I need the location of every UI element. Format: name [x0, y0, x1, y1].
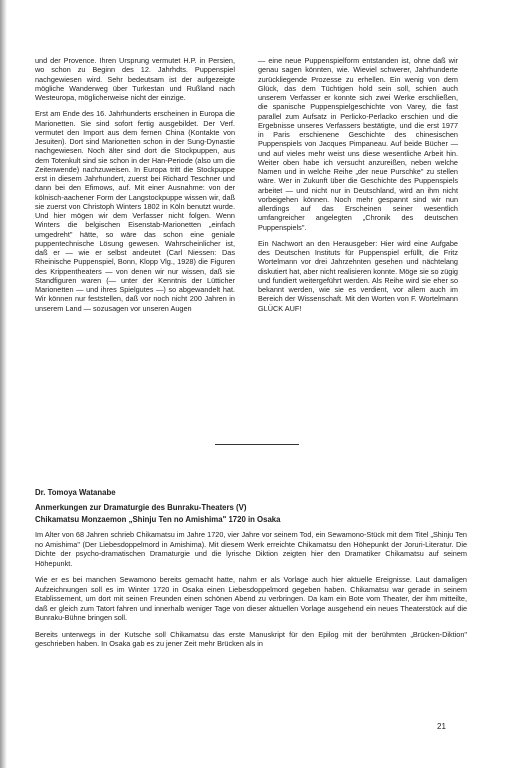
left-paragraph-2: Erst am Ende des 16. Jahrhunderts erscheinen in Europa die Marionetten. Sie sind sofort fertig ausgebildet. Der Verf. vermutet den Import aus dem fernen China (Kontakte von Jesuiten). Dort sind Marionetten schon in der Sung-Dynastie nachgewiesen. Noch älter sind dort die Stockpuppen, aus dem Totenkult sind sie schon in der Han-Periode (also um die Zeitenwende) nachzuweisen. In Europa tritt die Stockpuppe erst in diesem Jahrhundert, zuerst bei Richard Teschner und dann bei den Efimows, auf. Mit einer Ausnahme: von der kölnisch-aachener Form der Langstockpuppe wissen wir, daß sie zuerst von Christoph Winters 1802 in Köln benutzt wurde. Und hier mögen wir dem Verfasser nicht folgen. Wenn Winters die belgischen Eisenstab-Marionetten „einfach umgedreht" hätte, so wäre das schon eine geniale puppentechnische Lösung gewesen. Wahrscheinlicher ist, daß er — wie er selbst andeutet (Carl Niessen: Das Rheinische Puppenspiel, Bonn, Klopp Vlg., 1928) die Figuren des Krippentheaters — von denen wir nur wissen, daß sie Standfiguren waren (— unter der Kenntnis der Lütticher Marionetten — und ihres Spielgutes —) so abgewandelt hat. Wir können nur feststellen, daß vor noch nicht 200 Jahren in unserem Land — sozusagen vor unseren Augen	[35, 109, 235, 313]
left-paragraph-1: und der Provence. Ihren Ursprung vermutet H.P. in Persien, wo schon zu Beginn des 12. Jahrhdts. Puppenspiel nachgewiesen wird. Sehr bedeutsam ist der aufgezeigte mögliche Wanderweg über Turkestan und Rußland nach Westeuropa, möglicherweise nicht der einzige.	[35, 56, 235, 102]
page-number: 21	[437, 722, 446, 731]
page-edge-shadow	[0, 0, 7, 768]
right-paragraph-2: Ein Nachwort an den Herausgeber: Hier wird eine Aufgabe des Deutschen Instituts für Puppenspiel erfüllt, die Fritz Wortelmann vor drei Jahrzehnten gesehen und nächtelang diskutiert hat, aber nicht realisieren konnte. Möge sie so zügig und fundiert weitergeführt werden. Als Reihe wird sie eher so bekannt werden, wie sie es verdient, vor allem auch im Bereich der Wissenschaft. Mit den Worten von F. Wortelmann GLÜCK AUF!	[258, 238, 458, 313]
right-paragraph-1: — eine neue Puppenspielform entstanden ist, ohne daß wir genau sagen könnten, wie. Wieviel schwerer, Jahrhunderte zurückliegende Prozesse zu erhellen. Ein wenig von dem Glück, das dem Tüchtigen hold sein soll, schien auch unserem Verfasser er konnte sich zwei Werke erschließen, die spanische Puppenspielgeschichte von Varey, die fast parallel zum Aufsatz in Perlicko-Perlacko erschien und die Ergebnisse unseres Verfassers bestätigte, und die erst 1977 in Paris erschienene Geschichte des chinesischen Puppenspiels von Jacques Pimpaneau. Auf beide Bücher — und auf vieles mehr weist uns diese wesentliche Arbeit hin. Weiter oben habe ich versucht anzureißen, neben welche Namen und in welche Reihe „der neue Purschke" zu stellen wäre. Wer in Zukunft über die Geschichte des Puppenspiels arbeitet — und nicht nur in Deutschland, wird an ihm nicht vorbeigehen können. Noch mehr gespannt sind wir nun allerdings auf das Erscheinen seiner wesentlich umfangreicher angelegten „Chronik des deutschen Puppenspiels".	[258, 56, 458, 232]
right-column	[258, 56, 458, 320]
article	[35, 487, 467, 656]
article-heading-2: Chikamatsu Monzaemon „Shinju Ten no Amishima" 1720 in Osaka	[35, 515, 281, 524]
article-paragraph-1: Im Alter von 68 Jahren schrieb Chikamatsu im Jahre 1720, vier Jahre vor seinem Tod, ein Sewamono-Stück mit dem Titel „Shinju Ten no Amishima" (Der Liebesdoppelmord in Amishima). Mit diesem Werk erreichte Chikamatsu den Höhepunkt der Joruri-Literatur. Die Dichte der psycho-dramatischen Dramaturgie und die lyrische Diktion zeigten hier den Dramatiker Chikamatsu auf seinem Höhepunkt.	[35, 530, 467, 568]
article-body	[35, 530, 467, 649]
article-paragraph-2: Wie er es bei manchen Sewamono bereits gemacht hatte, nahm er als Vorlage auch hier aktuelle Ereignisse. Laut damaligen Aufzeichnungen soll es im Winter 1720 in Osaka einen Liebesdoppelmord gegeben haben. Chikamatsu war gerade in seinem Etablissement, um dort mit seinen Freunden einen schönen Abend zu verbringen. Da kam ein Bote vom Theater, der ihm mitteilte, daß er gleich zum Tatort fahren und innerhalb weniger Tage von dieser aktuellen Vorlage ausgehend ein neues Theaterstück auf die Bunraku-Bühne bringen soll.	[35, 575, 467, 622]
article-paragraph-3: Bereits unterwegs in der Kutsche soll Chikamatsu das erste Manuskript für den Epilog mit der berühmten „Brücken-Diktion" geschrieben haben. In Osaka gab es zu jener Zeit mehr Brücken als in	[35, 629, 467, 648]
article-author: Dr. Tomoya Watanabe	[35, 488, 116, 497]
article-heading-1: Anmerkungen zur Dramaturgie des Bunraku-Theaters (V)	[35, 503, 247, 512]
section-divider	[215, 444, 299, 445]
left-column	[35, 56, 235, 320]
